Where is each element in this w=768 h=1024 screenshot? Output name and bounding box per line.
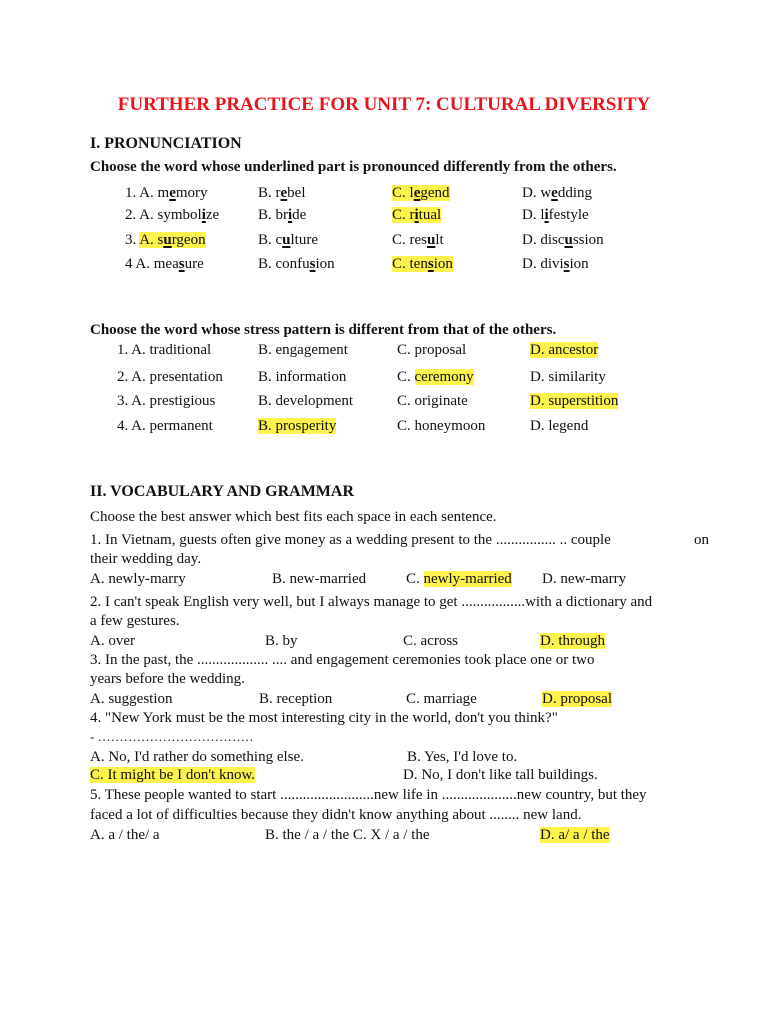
stress-row-2-b: B. information [258,369,347,385]
question-3-text: 3. In the past, the ................... .... and engagement ceremonies took place one or two [90,652,595,668]
stress-instruction: Choose the word whose stress pattern is different from that of the others. [90,322,557,338]
question-2-option-c: C. across [403,633,458,649]
question-1-text-end: on [694,532,709,548]
stress-row-2-d: D. similarity [530,369,606,385]
question-5-option-b-c: B. the / a / the C. X / a / the [265,827,430,843]
pron-row-4-c: C. tension [392,256,453,272]
question-1-option-c: C. newly-married [406,571,512,587]
stress-row-2-c: C. ceremony [397,369,474,385]
question-2-text: 2. I can't speak English very well, but I always manage to get .................with a dictionary and [90,594,653,610]
question-5-option-d: D. a/ a / the [540,827,610,843]
question-1-text: 1. In Vietnam, guests often give money as a wedding present to the ................ .. couple [90,532,611,548]
stress-row-4-d: D. legend [530,418,589,434]
stress-row-4-c: C. honeymoon [397,418,486,434]
stress-row-1-b: B. engagement [258,342,348,358]
question-3-option-d: D. proposal [542,691,613,707]
stress-row-1-c: C. proposal [397,342,467,358]
question-5-option-a: A. a / the/ a [90,827,160,843]
question-4-option-d: D. No, I don't like tall buildings. [403,767,598,783]
question-3-option-c: C. marriage [406,691,477,707]
stress-row-1-d: D. ancestor [530,342,599,358]
question-2-option-a: A. over [90,633,135,649]
pron-row-1-d: D. wedding [522,185,593,201]
pron-row-2-a: 2. A. symbolize [125,207,220,223]
pron-row-3-d: D. discussion [522,232,604,248]
pron-row-3-c: C. result [392,232,444,248]
question-2-option-b: B. by [265,633,298,649]
question-3-option-a: A. suggestion [90,691,173,707]
question-1-option-a: A. newly-marry [90,571,186,587]
question-4-option-b: B. Yes, I'd love to. [407,749,518,765]
question-4-blank: - ……………………………… [90,729,254,744]
section-heading-pronunciation: I. PRONUNCIATION [90,135,242,152]
stress-row-3-d: D. superstition [530,393,619,409]
stress-row-3-b: B. development [258,393,353,409]
page-title: FURTHER PRACTICE FOR UNIT 7: CULTURAL DIVERSITY [117,94,651,115]
pron-row-2-c: C. ritual [392,207,442,223]
stress-row-4-a: 4. A. permanent [117,418,213,434]
question-2-option-d: D. through [540,633,606,649]
question-1-text-cont: their wedding day. [90,551,202,567]
stress-row-3-a: 3. A. prestigious [117,393,216,409]
question-4-text: 4. "New York must be the most interesting city in the world, don't you think?" [90,710,558,726]
pron-row-4-d: D. division [522,256,589,272]
question-1-option-b: B. new-married [272,571,367,587]
pron-row-1-b: B. rebel [258,185,306,201]
pron-row-1-c: C. legend [392,185,450,201]
pron-row-4-b: B. confusion [258,256,335,272]
pron-row-2-b: B. bride [258,207,307,223]
pron-row-3-a: 3. A. surgeon [125,232,206,248]
stress-row-1-a: 1. A. traditional [117,342,212,358]
pron-row-3-b: B. culture [258,232,319,248]
question-3-option-b: B. reception [259,691,333,707]
stress-row-3-c: C. originate [397,393,468,409]
question-5-text-cont: faced a lot of difficulties because they didn't know anything about ........ new land. [90,807,582,823]
question-3-text-cont: years before the wedding. [90,671,245,687]
pron-row-4-a: 4 A. measure [125,256,204,272]
pron-row-1-a: 1. A. memory [125,185,208,201]
question-2-text-cont: a few gestures. [90,613,180,629]
pronunciation-instruction: Choose the word whose underlined part is pronounced differently from the others. [90,159,617,175]
question-4-option-c: C. It might be I don't know. [90,767,256,783]
vocabulary-instruction: Choose the best answer which best fits each space in each sentence. [90,509,497,525]
pron-row-2-d: D. lifestyle [522,207,589,223]
question-4-option-a: A. No, I'd rather do something else. [90,749,304,765]
stress-row-2-a: 2. A. presentation [117,369,223,385]
question-5-text: 5. These people wanted to start .........................new life in ....................new country, but they [90,787,647,803]
stress-row-4-b: B. prosperity [258,418,337,434]
question-1-option-d: D. new-marry [542,571,627,587]
section-heading-vocabulary: II. VOCABULARY AND GRAMMAR [90,483,355,500]
